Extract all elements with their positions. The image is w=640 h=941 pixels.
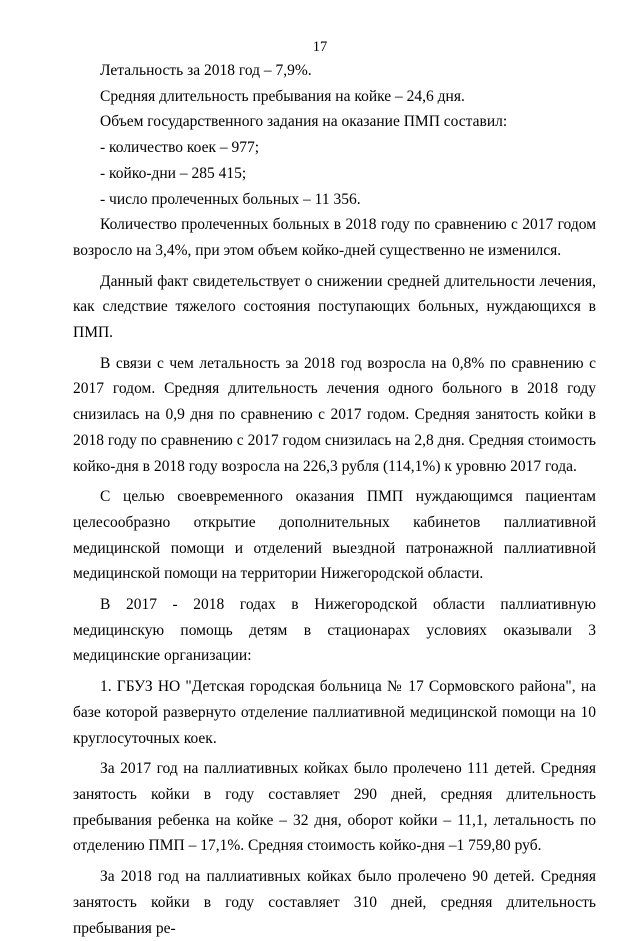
paragraph-lethality-comparison: В связи с чем летальность за 2018 год возросла на 0,8% по сравнению с 2017 годом. Средняя длительность лечения одного больного в 2018 году снизилась на 0,9 дня по сравнению с 2017 годом. Средняя занятость койки в 2018 году по сравнению с 2017 годом снизилась на 2,8 дня. Средняя стоимость койко-дня в 2018 году возросла на 226,3 рубля (114,1%) к уровню 2017 года.: [73, 354, 596, 475]
paragraph-state-task: Объем государственного задания на оказание ПМП составил:: [100, 113, 508, 131]
list-item-patients: - число пролеченных больных – 11 356.: [100, 190, 361, 208]
list-item-beds: - количество коек – 977;: [100, 139, 260, 157]
page-number: 17: [312, 39, 328, 55]
paragraph-patients-growth: Количество пролеченных больных в 2018 году по сравнению с 2017 годом возросло на 3,4%, при этом объем койко-дней существенно не изменился.: [73, 216, 596, 259]
paragraph-2017-stats: За 2017 год на паллиативных койках было пролечено 111 детей. Средняя занятость койки в году составляет 290 дней, средняя длительность пребывания ребенка на койке – 32 дня, оборот койки – 11,1, летальность по отделению ПМП – 17,1%. Средняя стоимость койко-дня –1 759,80 руб.: [73, 760, 596, 855]
paragraph-treatment-duration: Данный факт свидетельствует о снижении средней длительности лечения, как следствие тяжелого состояния поступающих больных, нуждающихся в ПМП.: [73, 272, 596, 342]
paragraph-children-care: В 2017 - 2018 годах в Нижегородской области паллиативную медицинскую помощь детям в стационарах условиях оказывали 3 медицинские организации:: [73, 596, 596, 665]
paragraph-lethality: Летальность за 2018 год – 7,9%.: [100, 62, 312, 79]
paragraph-hospital-17: 1. ГБУЗ НО "Детская городская больница № 17 Сормовского района", на базе которой развернуто отделение паллиативной медицинской помощи на 10 круглосуточных коек.: [73, 678, 596, 747]
paragraph-average-stay: Средняя длительность пребывания на койке – 24,6 дня.: [100, 87, 465, 105]
list-item-bed-days: - койко-дни – 285 415;: [100, 164, 247, 182]
body-text: [73, 58, 596, 941]
paragraph-2018-stats: За 2018 год на паллиативных койках было пролечено 90 детей. Средняя занятость койки в году составляет 310 дней, средняя длительность пребывания ре-: [73, 868, 596, 937]
paragraph-recommendation: С целью своевременного оказания ПМП нуждающимся пациентам целесообразно открытие дополнительных кабинетов паллиативной медицинской помощи и отделений выездной патронажной паллиативной медицинской помощи на территории Нижегородской области.: [73, 488, 596, 583]
